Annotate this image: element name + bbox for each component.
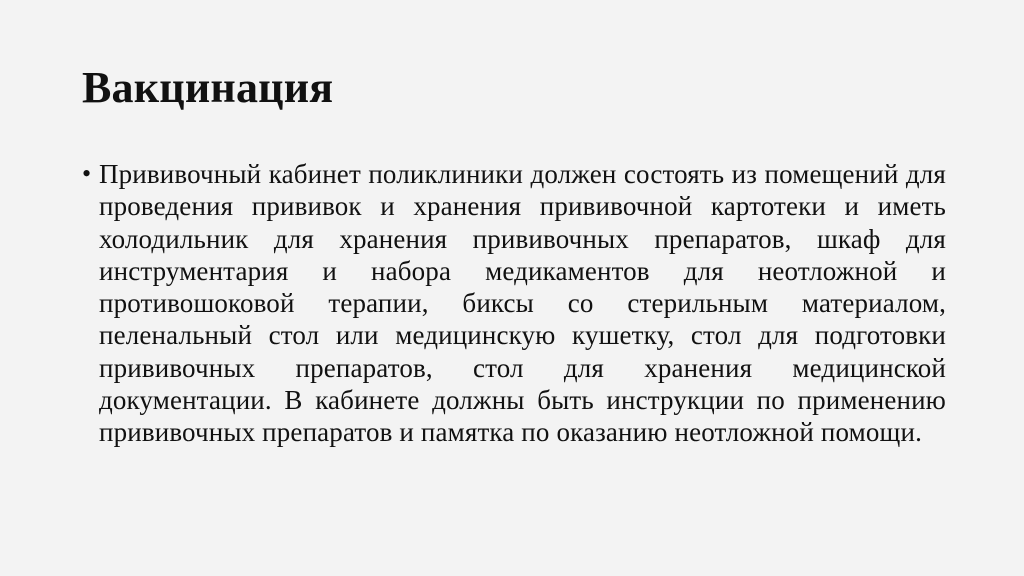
bullet-text: Прививочный кабинет поликлиники должен состоять из помещений для проведения прививок и хранения прививочной картотеки и иметь холодильник для хранения прививочных препаратов, шкаф для инструментария и набора медикаментов для неотложной и противошоковой терапии, биксы со стерильным материалом, пеленальный стол или медицинскую кушетку, стол для подготовки прививочных препаратов, стол для хранения медицинской документации. В кабинете должны быть инструкции по применению прививочных препаратов и памятка по оказанию неотложной помощи. (99, 159, 946, 448)
bullet-marker: • (82, 159, 92, 188)
slide-title: Вакцинация (82, 63, 334, 112)
bullet-list (82, 158, 946, 449)
bullet-item (82, 158, 946, 449)
